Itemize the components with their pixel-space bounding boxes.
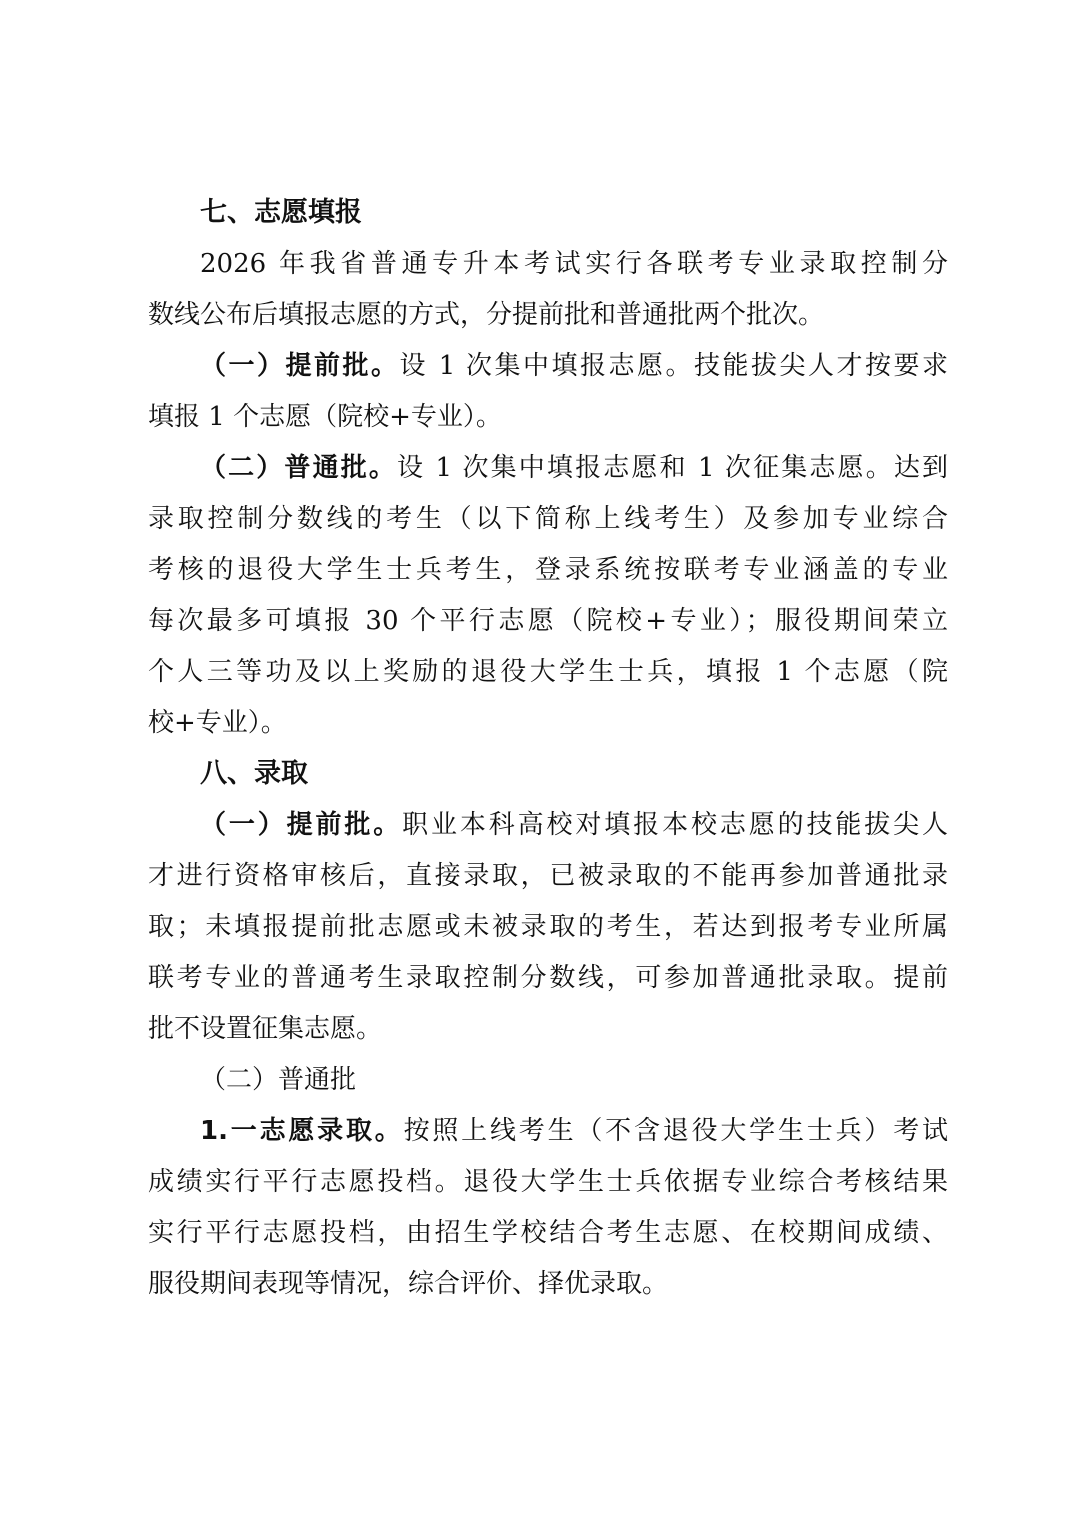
section-8-first-choice-label: 1.一志愿录取。 (200, 1116, 404, 1146)
section-8-early-line-2: 才进行资格审核后，直接录取，已被录取的不能再参加普通批录 (148, 861, 948, 891)
section-8-first-choice-line-4: 服役期间表现等情况，综合评价、择优录取。 (148, 1269, 669, 1299)
section-8-early-line-4: 联考专业的普通考生录取控制分数线，可参加普通批录取。提前 (148, 963, 948, 993)
section-8-early-line-3: 取；未填报提前批志愿或未被录取的考生，若达到报考专业所属 (148, 912, 948, 942)
section-7-heading: 七、志愿填报 (200, 197, 362, 228)
section-8-first-choice-line-3: 实行平行志愿投档，由招生学校结合考生志愿、在校期间成绩、 (148, 1218, 948, 1248)
section-7-early-line-1 (200, 348, 948, 384)
section-7-regular-line-5: 个人三等功及以上奖励的退役大学生士兵，填报 1 个志愿（院 (148, 657, 948, 687)
section-8-early-text: 职业本科高校对填报本校志愿的技能拔尖人 (402, 810, 948, 840)
section-7-regular-line-6: 校+专业）。 (148, 708, 287, 738)
section-7-regular-label: （二）普通批。 (200, 453, 397, 483)
section-7-regular-line-4: 每次最多可填报 30 个平行志愿（院校+专业）；服役期间荣立 (148, 606, 948, 636)
section-7-early-text: 设 1 次集中填报志愿。技能拔尖人才按要求 (399, 351, 948, 381)
section-8-regular-label: （二）普通批 (200, 1065, 357, 1095)
section-8-heading: 八、录取 (200, 758, 308, 789)
section-8-early-line-1 (200, 807, 948, 843)
section-7-early-line-2: 填报 1 个志愿（院校+专业）。 (148, 402, 502, 432)
section-8-first-choice-text: 按照上线考生（不含退役大学生士兵）考试 (403, 1116, 948, 1146)
section-7-regular-line-3: 考核的退役大学生士兵考生，登录系统按联考专业涵盖的专业 (148, 555, 948, 585)
section-7-regular-line-2: 录取控制分数线的考生（以下简称上线考生）及参加专业综合 (148, 504, 948, 534)
section-7-intro-line-2: 数线公布后填报志愿的方式，分提前批和普通批两个批次。 (148, 300, 825, 330)
section-7-intro-line-1: 2026 年我省普通专升本考试实行各联考专业录取控制分 (200, 249, 948, 279)
section-7-regular-line-1 (200, 450, 948, 486)
section-8-first-choice-line-2: 成绩实行平行志愿投档。退役大学生士兵依据专业综合考核结果 (148, 1167, 948, 1197)
section-7-early-label: （一）提前批。 (200, 351, 400, 381)
section-8-early-label: （一）提前批。 (200, 810, 403, 840)
section-7-regular-text: 设 1 次集中填报志愿和 1 次征集志愿。达到 (397, 453, 948, 483)
section-8-early-line-5: 批不设置征集志愿。 (148, 1014, 383, 1044)
section-8-first-choice-line-1 (200, 1113, 948, 1149)
